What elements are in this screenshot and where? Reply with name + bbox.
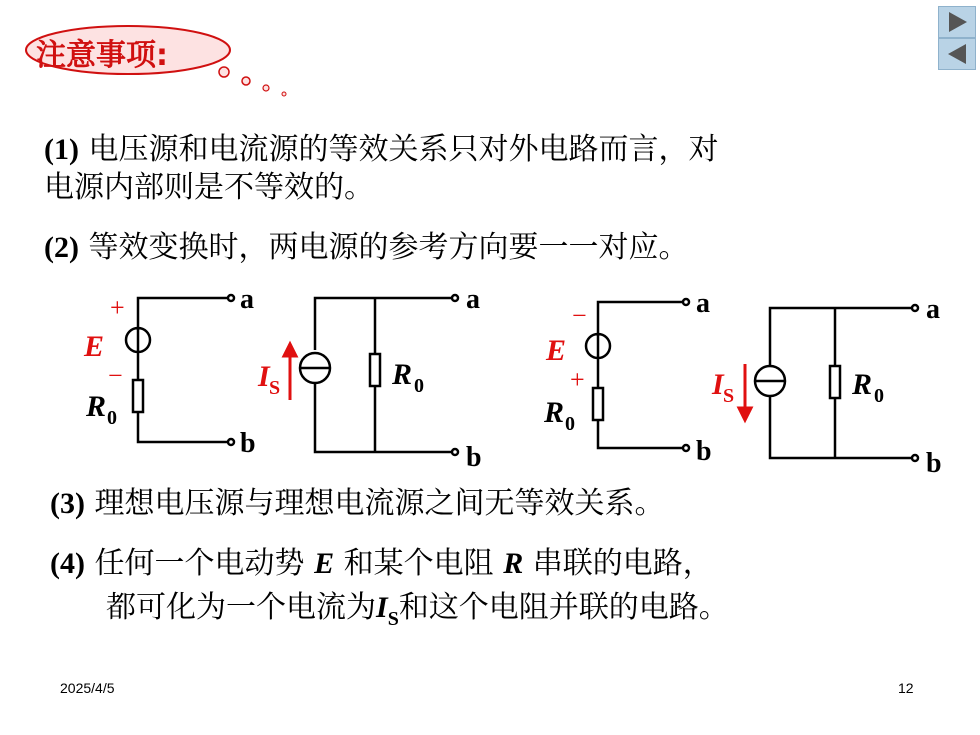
item-3: (3) 理想电压源与理想电流源之间无等效关系。 (50, 486, 665, 521)
item-1-line-1: (1) 电压源和电流源的等效关系只对外电路而言，对 (44, 132, 719, 167)
arrow-down-icon (739, 408, 751, 420)
circuit-current-source-2 (755, 305, 918, 461)
footer-page-number: 12 (898, 680, 914, 696)
page-title: 注意事项: (36, 38, 168, 73)
plus-sign-2: + (570, 365, 585, 394)
terminal-a-2: a (466, 284, 480, 315)
circuit-diagrams (0, 280, 980, 480)
item-2: (2) 等效变换时，两电源的参考方向要一一对应。 (44, 230, 689, 265)
resistor-subscript-1: 0 (107, 407, 117, 429)
terminal-a-1: a (240, 284, 254, 315)
terminal-a-4: a (926, 294, 940, 325)
next-slide-button[interactable] (938, 6, 976, 38)
terminal-a-3: a (696, 288, 710, 319)
emf-label-2: E (546, 334, 567, 367)
item-4-line-1: (4) 任何一个电动势 E 和某个电阻 R 串联的电路， (50, 546, 713, 581)
prev-slide-button[interactable] (938, 38, 976, 70)
current-subscript-2: S (723, 385, 735, 407)
terminal-b-1: b (240, 428, 256, 459)
circuit-voltage-source-1 (126, 295, 234, 445)
footer-date: 2025/4/5 (60, 680, 115, 696)
circuit-voltage-source-2 (586, 299, 689, 451)
terminal-b-3: b (696, 436, 712, 467)
play-left-icon (939, 39, 975, 69)
resistor-subscript-2: 0 (414, 375, 424, 397)
current-label-2: I (712, 368, 724, 401)
resistor-subscript-3: 0 (565, 413, 575, 435)
play-right-icon (939, 7, 975, 37)
resistor-label-3: R (544, 396, 565, 429)
minus-sign-2: − (572, 301, 587, 330)
current-label-1: I (258, 360, 270, 393)
item-1-line-2: 电源内部则是不等效的。 (44, 170, 374, 205)
terminal-b-2: b (466, 442, 482, 473)
minus-sign-1: − (108, 361, 123, 390)
emf-label-1: E (84, 330, 105, 363)
plus-sign-1: + (110, 293, 125, 322)
terminal-b-4: b (926, 448, 942, 479)
resistor-label-1: R (86, 390, 107, 423)
resistor-label-4: R (852, 368, 873, 401)
item-4-line-2: 都可化为一个电流为$I_S$和这个电阻并联的电路。 (106, 590, 729, 630)
resistor-label-2: R (392, 358, 413, 391)
current-subscript-1: S (269, 377, 281, 399)
circuit-current-source-1 (300, 295, 458, 455)
resistor-subscript-4: 0 (874, 385, 884, 407)
arrow-up-icon (284, 344, 296, 356)
